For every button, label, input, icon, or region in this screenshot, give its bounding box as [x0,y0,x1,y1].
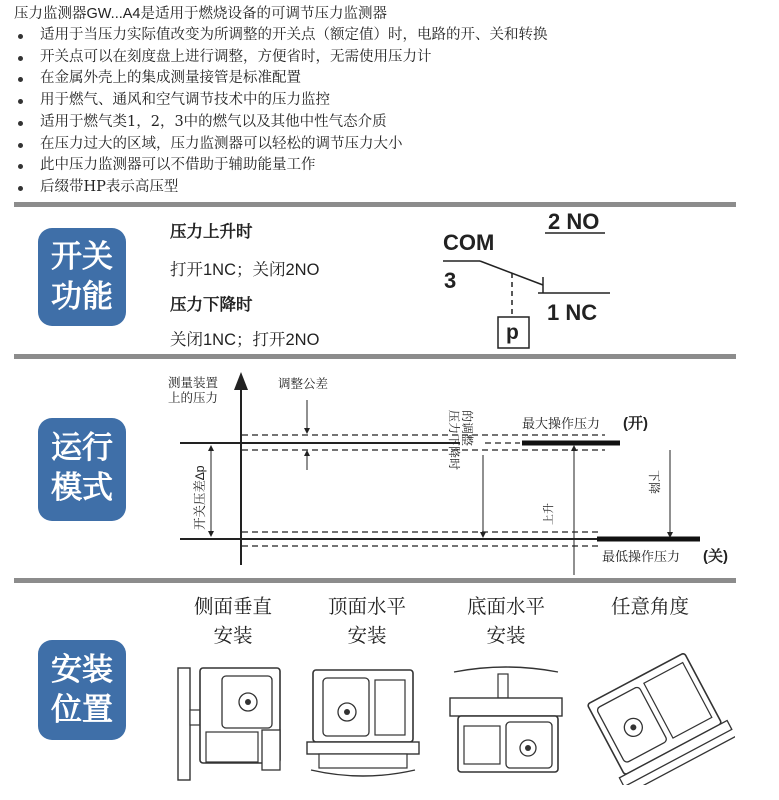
section-divider [14,578,736,583]
device-side-vertical-illustration [170,660,290,785]
badge-line: 位置 [51,692,113,728]
section-divider [14,202,736,207]
mount-label-line: 安装 [213,624,253,647]
switch-contact-diagram [430,205,620,355]
falling-title: 压力下降时 [170,296,253,314]
device-top-horizontal-illustration [305,660,425,785]
y-axis-arrow [234,372,248,390]
pressure-label: p [506,321,519,344]
drop-label: 下降 [647,470,661,495]
terminal-3-label: 3 [444,268,457,293]
feature-item: 在金属外壳上的集成测量接管是标准配置 [14,68,754,90]
rising-text: 打开1NC；关闭2NO [170,261,320,279]
falling-text: 关闭1NC；打开2NO [170,331,320,349]
mount-bottom-horizontal-label [441,592,571,650]
mount-label-line: 底面水平 [466,595,545,618]
mount-label-line: 侧面垂直 [193,595,272,618]
mount-any-angle-label [585,592,715,621]
feature-item: 后缀带HP表示高压型 [14,177,754,199]
min-state-label: (关) [703,548,728,565]
badge-line: 开关 [51,239,113,275]
mount-top-horizontal-label [302,592,432,650]
y-axis-label: 上的压力 [168,391,219,405]
install-position-badge [38,640,126,740]
tolerance-label: 调整公差 [278,377,329,391]
mount-label-line: 任意角度 [610,595,689,618]
feature-item: 在压力过大的区域，压力监测器可以轻松的调节压力大小 [14,134,754,156]
badge-line: 安装 [51,652,113,688]
mount-side-vertical-label [168,592,298,650]
operation-mode-badge [38,418,126,521]
com-label: COM [443,230,495,255]
operation-mode-diagram [160,360,750,575]
max-pressure-label: 最大操作压力 [522,416,601,431]
switch-function-badge [38,228,126,326]
falling-adjust-label: 压力下降时 [447,410,461,471]
min-pressure-label: 最低操作压力 [602,549,681,564]
max-state-label: (开) [623,415,648,432]
feature-item: 用于燃气、通风和空气调节技术中的压力监控 [14,90,754,112]
badge-line: 功能 [51,279,113,315]
intro-title [14,4,754,25]
rising-title: 压力上升时 [170,223,253,241]
mount-label-line: 顶面水平 [327,595,406,618]
intro-title-suffix: 是适用于燃烧设备的可调节压力监测器 [140,6,387,22]
badge-line: 模式 [51,470,113,506]
differential-label: 开关压差∆p [193,465,207,530]
falling-adjust-label: 的调整 [460,410,474,447]
feature-item: 开关点可以在刻度盘上进行调整，方便省时，无需使用压力计 [14,47,754,69]
intro-block [14,4,754,199]
feature-item: 此中压力监测器可以不借助于辅助能量工作 [14,155,754,177]
rise-label: 上升 [543,503,555,525]
y-axis-label: 测量装置 [168,376,219,390]
mount-label-line: 安装 [347,624,387,647]
device-any-angle-illustration [585,650,735,785]
intro-title-model: GW...A4 [86,6,141,22]
intro-title-prefix: 压力监测器 [14,6,87,22]
device-bottom-horizontal-illustration [448,660,568,785]
badge-line: 运行 [51,430,113,466]
feature-item: 适用于当压力实际值改变为所调整的开关点（额定值）时，电路的开、关和转换 [14,25,754,47]
feature-item: 适用于燃气类1，2，3中的燃气以及其他中性气态介质 [14,112,754,134]
nc-label: 1 NC [547,300,598,325]
no-label: 2 NO [548,209,600,234]
section-divider [14,354,736,359]
mount-label-line: 安装 [486,624,526,647]
feature-list [14,25,754,199]
